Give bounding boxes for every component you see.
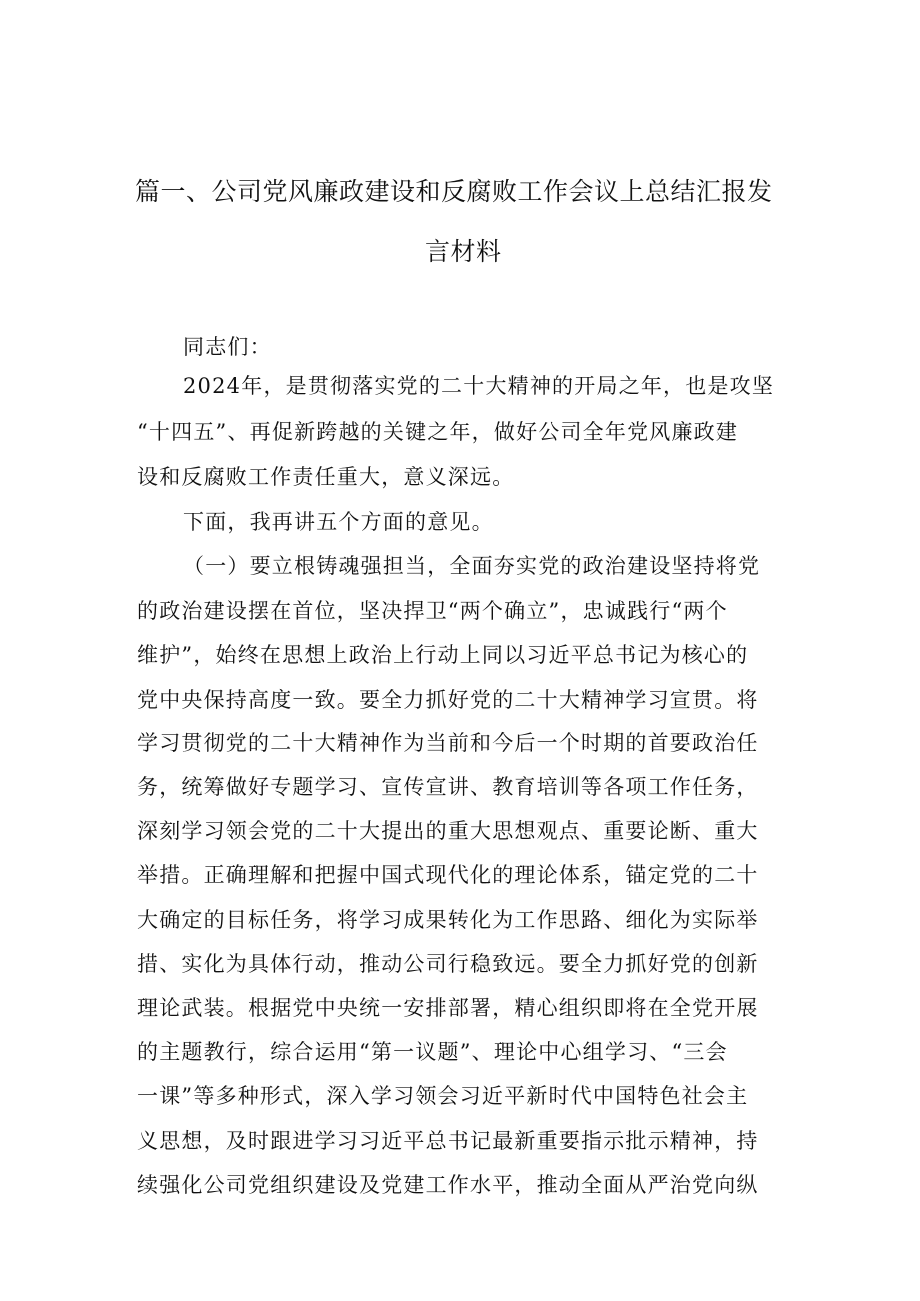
paragraph-3-line-9: 大确定的目标任务，将学习成果转化为工作思路、细化为实际举 xyxy=(137,908,759,932)
paragraph-3-line-13: 一课”等多种形式，深入学习领会习近平新时代中国特色社会主 xyxy=(137,1084,749,1108)
paragraph-3-line-1: （一）要立根铸魂强担当，全面夯实党的政治建设坚持将党 xyxy=(183,554,761,578)
paragraph-3-line-10: 措、实化为具体行动，推动公司行稳致远。要全力抓好党的创新 xyxy=(137,952,759,976)
paragraph-2-line-1: 下面，我再讲五个方面的意见。 xyxy=(183,510,494,534)
paragraph-3-line-3: 维护”，始终在思想上政治上行动上同以习近平总书记为核心的 xyxy=(137,643,749,667)
paragraph-3-line-8: 举措。正确理解和把握中国式现代化的理论体系，锚定党的二十 xyxy=(137,863,759,887)
paragraph-3-line-6: 务，统筹做好专题学习、宣传宣讲、教育培训等各项工作任务， xyxy=(137,775,759,799)
greeting-line: 同志们： xyxy=(183,335,272,359)
paragraph-1-line-2: “十四五”、再促新跨越的关键之年，做好公司全年党风廉政建 xyxy=(137,420,739,444)
paragraph-3-line-14: 义思想，及时跟进学习习近平总书记最新重要指示批示精神，持 xyxy=(137,1129,759,1153)
paragraph-3-line-5: 学习贯彻党的二十大精神作为当前和今后一个时期的首要政治任 xyxy=(137,731,759,755)
paragraph-3-line-15: 续强化公司党组织建设及党建工作水平，推动全面从严治党向纵 xyxy=(137,1173,759,1197)
paragraph-3-line-2: 的政治建设摆在首位，坚决捍卫“两个确立”，忠诚践行“两个 xyxy=(137,599,728,623)
paragraph-3-line-7: 深刻学习领会党的二十大提出的重大思想观点、重要论断、重大 xyxy=(137,819,759,843)
paragraph-1-line-3: 设和反腐败工作责任重大，意义深远。 xyxy=(137,465,515,489)
paragraph-1-line-1: 2024年，是贯彻落实党的二十大精神的开局之年，也是攻坚 xyxy=(183,374,775,398)
paragraph-3-line-12: 的主题教行，综合运用“第一议题”、理论中心组学习、“三会 xyxy=(137,1040,728,1064)
title-line-1: 篇一、公司党风廉政建设和反腐败工作会议上总结汇报发 xyxy=(135,177,773,206)
paragraph-3-line-4: 党中央保持高度一致。要全力抓好党的二十大精神学习宣贯。将 xyxy=(137,688,759,712)
title-line-2: 言材料 xyxy=(425,237,502,266)
paragraph-3-line-11: 理论武装。根据党中央统一安排部署，精心组织即将在全党开展 xyxy=(137,996,759,1020)
